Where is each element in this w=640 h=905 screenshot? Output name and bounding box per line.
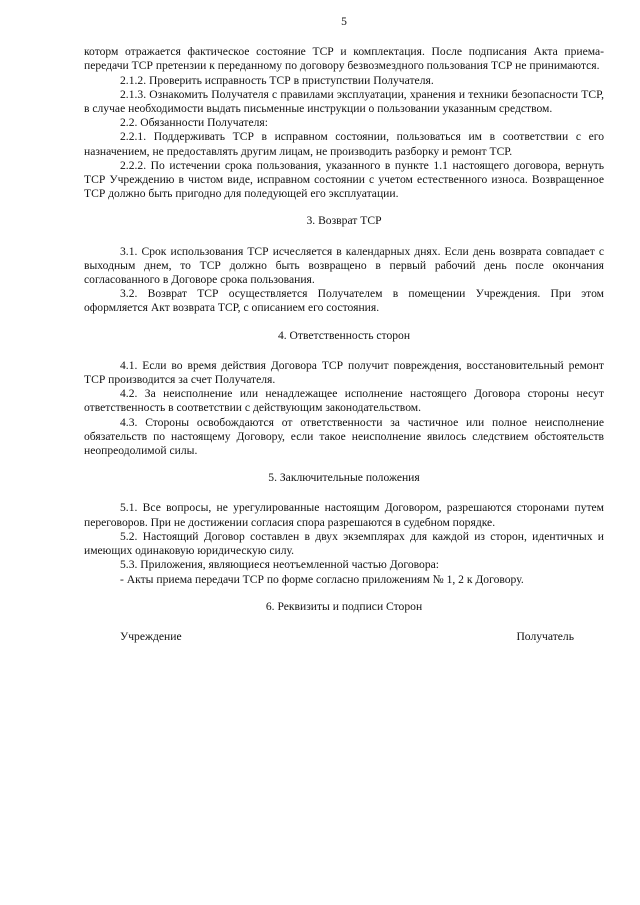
page-number: 5	[341, 15, 347, 28]
paragraph-3-1: 3.1. Срок использования ТСР исчесляется в календарных днях. Если день возврата совпадает с выходным днем, то ТСР должно быть возвращено в первый рабочий день после окончания согласованного в Договоре срока пользования.	[84, 244, 604, 287]
paragraph-2-2: 2.2. Обязанности Получателя:	[120, 116, 268, 130]
paragraph-2-1-3: 2.1.3. Ознакомить Получателя с правилами эксплуатации, хранения и техники безопасности ТСР, в случае необходимости выдать письменные инструкции о пользовании указанным средством.	[84, 87, 604, 116]
paragraph-5-1: 5.1. Все вопросы, не урегулированные настоящим Договором, разрешаются сторонами путем переговоров. При не достижении согласия спора разрешаются в судебном порядке.	[84, 501, 604, 529]
paragraph-4-1: 4.1. Если во время действия Договора ТСР получит повреждения, восстановительный ремонт ТСР производится за счет Получателя.	[84, 358, 604, 387]
section-4-title: 4. Ответственность сторон	[277, 328, 411, 342]
paragraph-5-2: 5.2. Настоящий Договор составлен в двух экземплярах для каждой из сторон, идентичных и имеющих одинаковую юридическую силу.	[84, 529, 604, 558]
signature-row	[84, 630, 604, 644]
section-5-title: 5. Заключительные положения	[268, 471, 420, 485]
paragraph-continuation: которм отражается фактическое состояние ТСР и комплектация. После подписания Акта приема-передачи ТСР претензии к переданному по договору безвозмездного пользования ТСР не принимаются.	[84, 45, 604, 73]
paragraph-4-3: 4.3. Стороны освобождаются от ответственности за частичное или полное неисполнение обязательств по настоящему Договору, если такое неисполнение явилось следствием обстоятельств неопреодолимой силы.	[84, 415, 604, 458]
paragraph-3-2: 3.2. Возврат ТСР осуществляется Получателем в помещении Учреждения. При этом оформляется Акт возврата ТСР, с описанием его состояния.	[84, 287, 604, 315]
section-3-title: 3. Возврат ТСР	[306, 214, 382, 228]
section-6-title: 6. Реквизиты и подписи Сторон	[265, 599, 423, 613]
paragraph-5-3: 5.3. Приложения, являющиеся неотъемленной частью Договора:	[120, 558, 440, 572]
party-institution: Учреждение	[120, 629, 182, 643]
paragraph-2-2-1: 2.2.1. Поддерживать ТСР в исправном состоянии, пользоваться им в соответствии с его назначением, не предоставлять другим лицам, не производить разборку и ремонт ТСР.	[84, 130, 604, 158]
paragraph-4-2: 4.2. За неисполнение или ненадлежащее исполнение настоящего Договора стороны несут ответственность в соответствии с действующим законодательством.	[84, 387, 604, 415]
paragraph-2-1-2: 2.1.2. Проверить исправность ТСР в приступствии Получателя.	[120, 73, 434, 87]
paragraph-2-2-2: 2.2.2. По истечении срока пользования, указанного в пункте 1.1 настоящего договора, вернуть ТСР Учреждению в чистом виде, исправном состоянии с учетом естественного износа. Возвращенное ТСР должно быть пригодно для поледующей его эксплуатации.	[84, 158, 604, 201]
paragraph-5-3-item: - Акты приема передачи ТСР по форме согласно приложениям № 1, 2 к Договору.	[120, 572, 524, 586]
party-recipient: Получатель	[516, 629, 574, 643]
